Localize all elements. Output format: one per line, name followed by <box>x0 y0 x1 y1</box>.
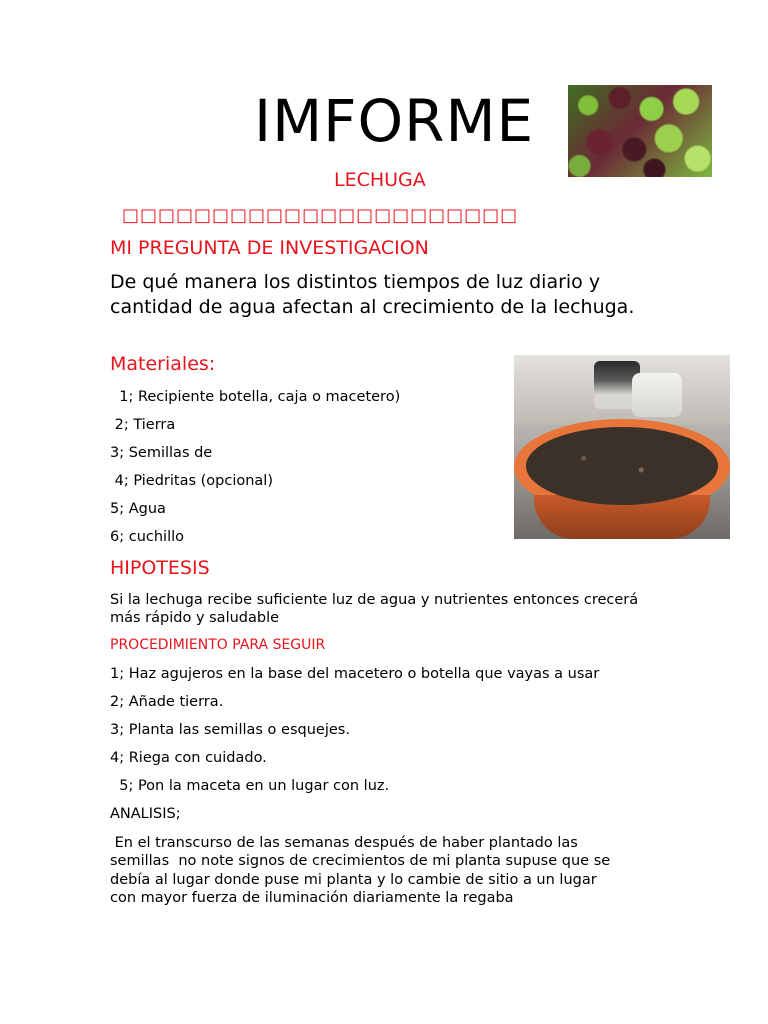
subtitle: LECHUGA <box>334 169 426 191</box>
material-item: 6; cuchillo <box>110 529 185 545</box>
pot-with-soil-photo <box>514 355 730 539</box>
material-item: 4; Piedritas (opcional) <box>110 473 273 489</box>
procedure-step: 5; Pon la maceta en un lugar con luz. <box>110 778 390 794</box>
materials-heading: Materiales: <box>110 353 216 375</box>
hypothesis-text: Si la lechuga recibe suficiente luz de agua y nutrientes entonces crecerá más rápido y saludable <box>110 592 639 626</box>
material-item: 3; Semillas de <box>110 445 213 461</box>
analysis-text: En el transcurso de las semanas después de haber plantado las semillas no note signos de crecimientos de mi planta supuse que se debía al lugar donde puse mi planta y lo cambie de sitio a un lugar con mayor fuerza de iluminación diariamente la regaba <box>110 835 611 906</box>
material-item: 1; Recipiente botella, caja o macetero) <box>110 389 401 405</box>
hypothesis-heading: HIPOTESIS <box>110 557 210 579</box>
procedure-step: 2; Añade tierra. <box>110 694 224 710</box>
material-item: 5; Agua <box>110 501 166 517</box>
material-item: 2; Tierra <box>110 417 176 433</box>
analysis-heading: ANALISIS; <box>110 806 181 822</box>
document-title: IMFORME <box>254 87 535 155</box>
procedure-step: 1; Haz agujeros en la base del macetero o botella que vayas a usar <box>110 666 600 682</box>
procedure-heading: PROCEDIMIENTO PARA SEGUIR <box>110 637 326 653</box>
procedure-step: 3; Planta las semillas o esquejes. <box>110 722 350 738</box>
question-text: De qué manera los distintos tiempos de luz diario y cantidad de agua afectan al crecimiento de la lechuga. <box>110 271 635 318</box>
procedure-step: 4; Riega con cuidado. <box>110 750 267 766</box>
lettuce-photo <box>568 85 712 177</box>
missing-glyph-text: □□□□□□□□□□□□□□□□□□□□□□ <box>122 205 519 226</box>
question-heading: MI PREGUNTA DE INVESTIGACION <box>110 237 429 259</box>
